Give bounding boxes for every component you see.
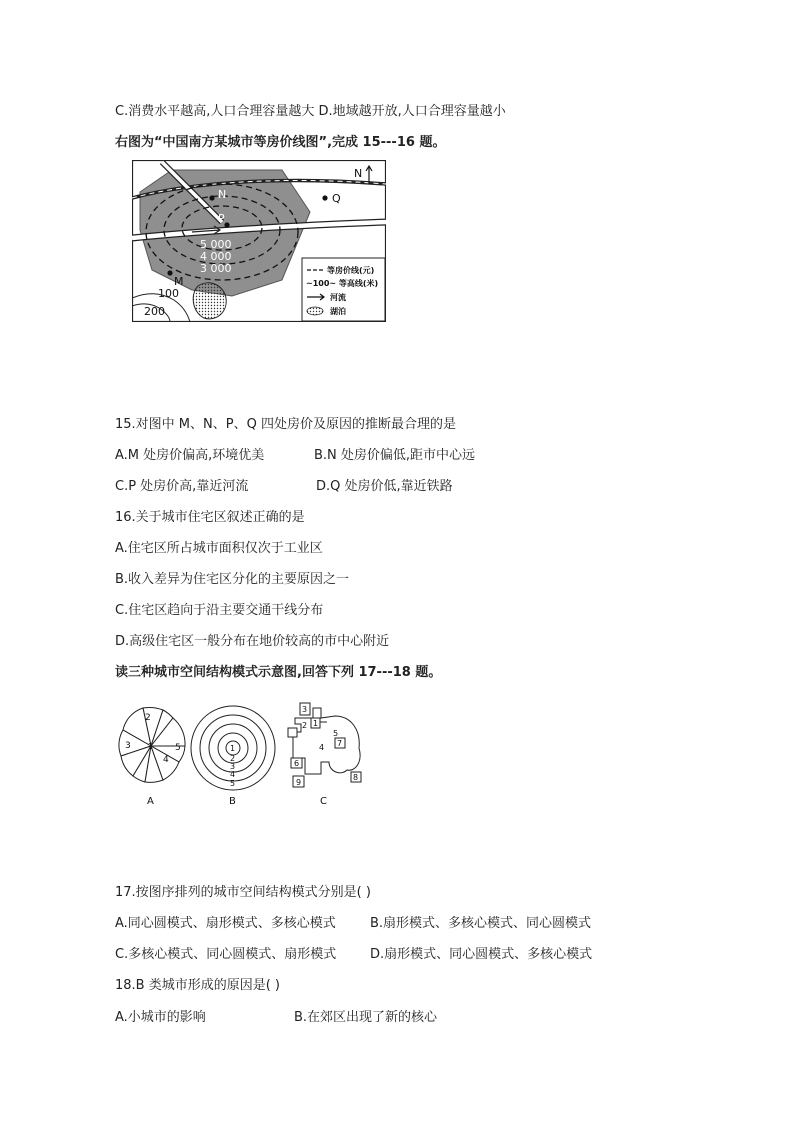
intro-17-18: 读三种城市空间结构模式示意图,回答下列 17---18 题。 (115, 665, 442, 680)
multi-nuclei-model-c (288, 703, 361, 807)
sector-model-a (119, 707, 185, 807)
multi-number-5: 5 (333, 729, 339, 738)
sector-number-1: 1 (148, 742, 154, 751)
q16-stem: 16.关于城市住宅区叙述正确的是 (115, 510, 305, 525)
q15-option-d: D.Q 处房价低,靠近铁路 (316, 479, 453, 494)
q15-stem: 15.对图中 M、N、P、Q 四处房价及原因的推断最合理的是 (115, 417, 456, 432)
q17-option-b: B.扇形模式、多核心模式、同心圆模式 (370, 916, 592, 931)
multi-number-4: 4 (319, 743, 325, 752)
q18-option-a: A.小城市的影响 (115, 1010, 206, 1025)
multi-number-3: 3 (302, 705, 308, 714)
multi-number-9: 9 (296, 778, 302, 787)
q14-options-tail: C.消费水平越高,人口合理容量越大 D.地域越开放,人口合理容量越小 (115, 104, 506, 119)
lake (193, 283, 226, 319)
point-m (167, 270, 172, 275)
q17-stem: 17.按图序排列的城市空间结构模式分别是( ) (115, 885, 371, 900)
model-label-b: B (229, 796, 236, 807)
q17-option-c: C.多核心模式、同心圆模式、扇形模式 (115, 947, 337, 962)
q18-option-b: B.在郊区出现了新的核心 (294, 1010, 438, 1025)
elevation-label-100: 100 (158, 287, 179, 300)
q16-option-a: A.住宅区所占城市面积仅次于工业区 (115, 541, 323, 556)
legend-price-line: 等房价线(元) (327, 266, 375, 275)
model-label-a: A (147, 796, 154, 807)
multi-number-7: 7 (337, 739, 343, 748)
multi-number-6: 6 (294, 759, 300, 768)
multi-number-1: 1 (313, 719, 319, 728)
sector-number-2: 2 (145, 713, 151, 723)
q16-option-b: B.收入差异为住宅区分化的主要原因之一 (115, 572, 350, 587)
ring-number-5: 5 (230, 779, 236, 788)
concentric-model-b (191, 706, 275, 807)
sector-number-4: 4 (163, 755, 169, 765)
north-label: N (354, 167, 363, 180)
city-structure-models (115, 698, 375, 808)
legend-lake: 湖泊 (330, 307, 346, 316)
multi-number-2: 2 (302, 721, 308, 730)
q18-stem: 18.B 类城市形成的原因是( ) (115, 978, 281, 993)
intro-15-16: 右图为“中国南方某城市等房价线图”,完成 15---16 题。 (115, 135, 446, 150)
multi-number-8: 8 (353, 773, 359, 782)
price-label-3000: 3 000 (200, 262, 232, 275)
q17-option-a: A.同心圆模式、扇形模式、多核心模式 (115, 916, 336, 931)
legend-elevation-line: ~100~ 等高线(米) (306, 279, 379, 288)
q17-option-d: D.扇形模式、同心圆模式、多核心模式 (370, 947, 593, 962)
point-label-p: P (218, 212, 225, 225)
price-label-4000: 4 000 (200, 250, 232, 263)
elevation-label-200: 200 (144, 305, 165, 318)
q15-option-c: C.P 处房价高,靠近河流 (115, 479, 249, 494)
ring-number-1: 1 (230, 744, 236, 753)
legend-river: 河流 (330, 293, 346, 302)
point-label-n: N (218, 188, 227, 201)
sector-number-5: 5 (175, 743, 181, 753)
q15-option-b: B.N 处房价偏低,距市中心远 (314, 448, 476, 463)
q16-option-d: D.高级住宅区一般分布在地价较高的市中心附近 (115, 634, 390, 649)
model-label-c: C (320, 796, 327, 807)
house-price-map (132, 160, 386, 322)
point-p (224, 222, 229, 227)
price-label-5000: 5 000 (200, 238, 232, 251)
q16-option-c: C.住宅区趋向于沿主要交通干线分布 (115, 603, 324, 618)
q15-option-a: A.M 处房价偏高,环境优美 (115, 448, 265, 463)
point-n (209, 195, 214, 200)
point-label-m: M (174, 275, 184, 288)
ring-number-2: 2 (230, 754, 236, 763)
ring-number-4: 4 (230, 770, 236, 779)
sector-number-3: 3 (125, 741, 131, 751)
point-q (322, 195, 327, 200)
point-label-q: Q (332, 192, 341, 205)
ring-number-3: 3 (230, 762, 236, 771)
